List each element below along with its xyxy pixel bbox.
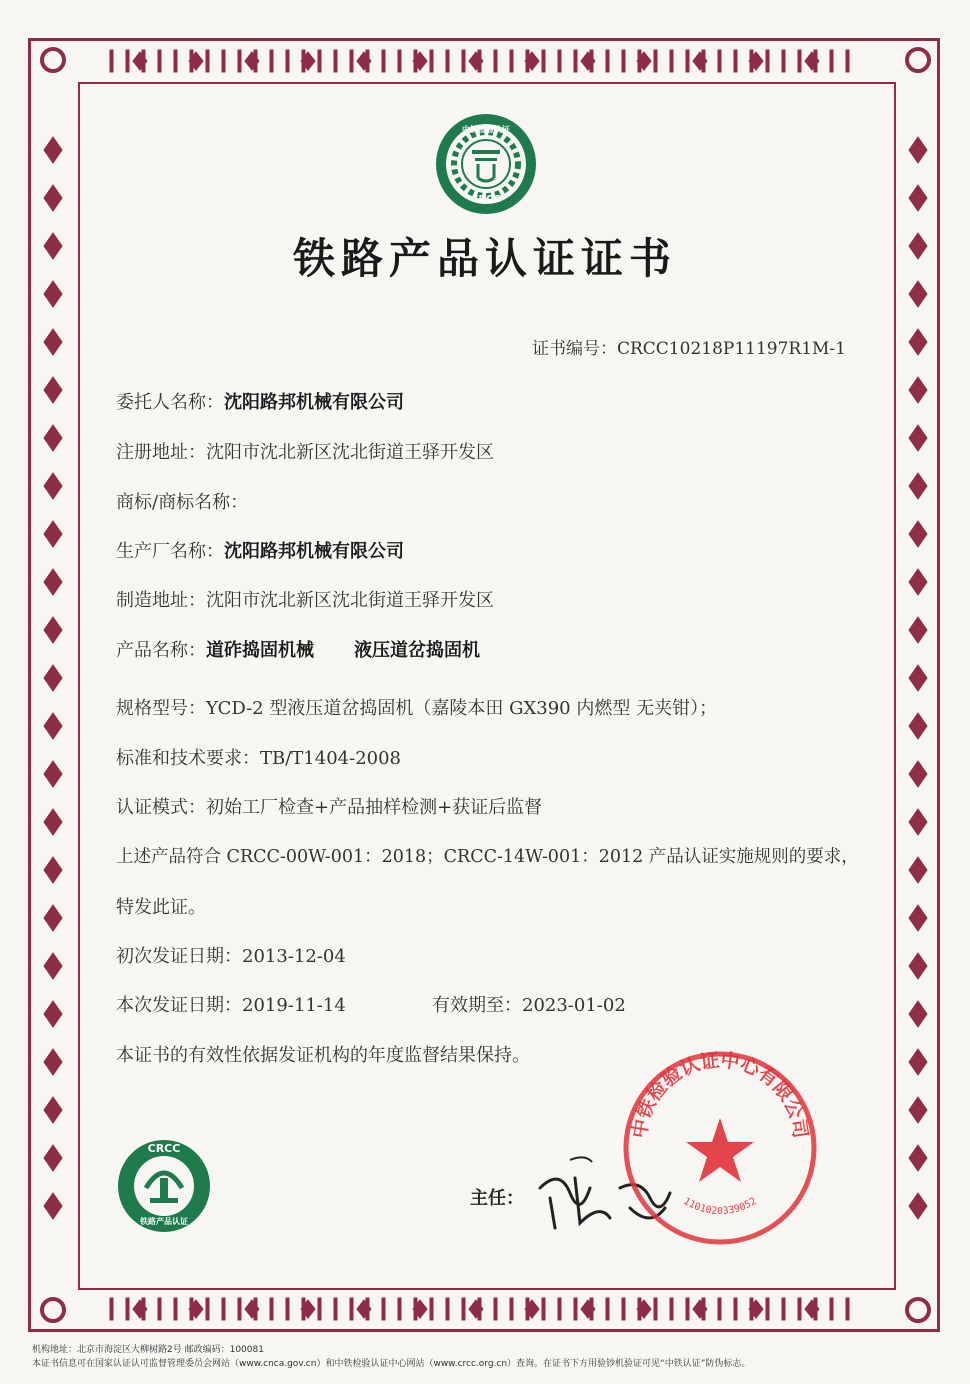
frame-bar bbox=[206, 1298, 209, 1320]
frame-diamond bbox=[909, 665, 927, 691]
frame-corner bbox=[42, 1299, 64, 1321]
frame-bar bbox=[222, 1298, 225, 1320]
frame-diamond bbox=[909, 761, 927, 787]
valid-until-value: 2023-01-02 bbox=[522, 995, 626, 1016]
frame-diamond bbox=[44, 329, 62, 355]
frame-bar bbox=[462, 50, 465, 72]
frame-bar bbox=[510, 50, 513, 72]
validity-note: 本证书的有效性依据发证机构的年度监督结果保持。 bbox=[116, 1045, 530, 1066]
frame-diamond bbox=[44, 1001, 62, 1027]
mfg-address-label: 制造地址： bbox=[116, 590, 206, 611]
svg-text:1101020339052 bbox=[681, 1196, 758, 1217]
frame-diamond bbox=[44, 857, 62, 883]
frame-diamond bbox=[909, 329, 927, 355]
frame-bar bbox=[238, 50, 241, 72]
frame-diamond bbox=[909, 1001, 927, 1027]
mfg-address-row bbox=[116, 586, 494, 612]
frame-bar bbox=[654, 1298, 657, 1320]
frame-diamond bbox=[44, 761, 62, 787]
valid-until-row bbox=[432, 991, 626, 1017]
conformity-text: 上述产品符合 CRCC-00W-001：2018；CRCC-14W-001：2012 产品认证实施规则的要求， bbox=[116, 847, 859, 867]
frame-bar bbox=[830, 50, 833, 72]
frame-diamond bbox=[44, 1145, 62, 1171]
frame-bar bbox=[126, 50, 129, 72]
client-row bbox=[116, 388, 404, 414]
current-issue-label: 本次发证日期： bbox=[116, 995, 242, 1016]
frame-bar bbox=[542, 1298, 545, 1320]
frame-bar bbox=[318, 1298, 321, 1320]
frame-bar bbox=[238, 1298, 241, 1320]
frame-bar bbox=[782, 1298, 785, 1320]
frame-diamond bbox=[44, 569, 62, 595]
frame-bar bbox=[830, 1298, 833, 1320]
product-value-2: 液压道岔捣固机 bbox=[354, 640, 480, 661]
frame-diamond bbox=[909, 617, 927, 643]
frame-bar bbox=[430, 1298, 433, 1320]
frame-bar bbox=[462, 1298, 465, 1320]
frame-diamond bbox=[44, 1049, 62, 1075]
frame-bar bbox=[686, 50, 689, 72]
frame-diamond bbox=[909, 857, 927, 883]
footer-address: 机构地址：北京市海淀区大柳树路2号 邮政编码：100081 bbox=[32, 1345, 264, 1355]
frame-bar bbox=[718, 1298, 721, 1320]
frame-bar bbox=[558, 1298, 561, 1320]
frame-diamond bbox=[909, 713, 927, 739]
frame-corner bbox=[907, 49, 929, 71]
frame-diamond bbox=[44, 905, 62, 931]
frame-bar bbox=[126, 1298, 129, 1320]
frame-diamond bbox=[909, 1193, 927, 1219]
frame-bar bbox=[286, 1298, 289, 1320]
model-row bbox=[116, 694, 717, 720]
frame-bar bbox=[670, 50, 673, 72]
frame-bar bbox=[766, 50, 769, 72]
frame-bar bbox=[510, 1298, 513, 1320]
model-label: 规格型号： bbox=[116, 698, 206, 719]
frame-bar bbox=[286, 50, 289, 72]
frame-bar bbox=[382, 50, 385, 72]
mfg-address-value: 沈阳市沈北新区沈北街道王驿开发区 bbox=[206, 590, 494, 611]
frame-diamond bbox=[909, 137, 927, 163]
frame-bar bbox=[334, 50, 337, 72]
frame-diamond bbox=[44, 1097, 62, 1123]
frame-diamond bbox=[909, 185, 927, 211]
frame-diamond bbox=[44, 713, 62, 739]
current-issue-value: 2019-11-14 bbox=[242, 995, 346, 1016]
product-label: 产品名称： bbox=[116, 640, 206, 661]
frame-bar bbox=[734, 1298, 737, 1320]
frame-diamond bbox=[44, 1193, 62, 1219]
frame-bar bbox=[798, 1298, 801, 1320]
certificate-number-value: CRCC10218P11197R1M-1 bbox=[616, 339, 846, 359]
frame-diamond bbox=[44, 137, 62, 163]
frame-bar bbox=[110, 50, 113, 72]
frame-bar bbox=[846, 1298, 849, 1320]
frame-bar bbox=[734, 50, 737, 72]
frame-bar bbox=[350, 1298, 353, 1320]
frame-bar bbox=[718, 50, 721, 72]
frame-bar bbox=[334, 1298, 337, 1320]
seal-code: 1101020339052 bbox=[681, 1195, 759, 1218]
frame-bar bbox=[174, 1298, 177, 1320]
frame-bar bbox=[174, 50, 177, 72]
frame-bar bbox=[382, 1298, 385, 1320]
red-star-seal-icon bbox=[620, 1048, 820, 1248]
frame-bar bbox=[574, 50, 577, 72]
standard-value: TB/T1404-2008 bbox=[260, 748, 402, 769]
frame-diamond bbox=[909, 473, 927, 499]
frame-bar bbox=[494, 50, 497, 72]
mode-label: 认证模式： bbox=[116, 797, 206, 818]
badge-bottom-text: 铁路产品认证 bbox=[140, 1217, 188, 1226]
first-issue-label: 初次发证日期： bbox=[116, 946, 242, 967]
standard-label: 标准和技术要求： bbox=[116, 748, 260, 769]
frame-bar bbox=[158, 1298, 161, 1320]
manufacturer-label: 生产厂名称： bbox=[116, 541, 224, 562]
frame-diamond bbox=[909, 1145, 927, 1171]
frame-diamond bbox=[44, 617, 62, 643]
frame-bar bbox=[446, 50, 449, 72]
frame-diamond bbox=[44, 377, 62, 403]
frame-bar bbox=[430, 50, 433, 72]
frame-diamond bbox=[44, 425, 62, 451]
reg-address-value: 沈阳市沈北新区沈北街道王驿开发区 bbox=[206, 442, 494, 463]
frame-bar bbox=[270, 50, 273, 72]
certificate-number bbox=[532, 334, 846, 359]
frame-diamond bbox=[44, 809, 62, 835]
frame-corner bbox=[42, 49, 64, 71]
frame-diamond bbox=[44, 665, 62, 691]
seal-ring-text: 中铁检验认证中心有限公司 bbox=[628, 1049, 812, 1140]
frame-diamond bbox=[909, 953, 927, 979]
standard-row bbox=[116, 744, 401, 770]
frame-bar bbox=[398, 50, 401, 72]
frame-bar bbox=[766, 1298, 769, 1320]
manufacturer-row bbox=[116, 537, 404, 563]
product-row bbox=[116, 636, 480, 662]
frame-bar bbox=[494, 1298, 497, 1320]
frame-bar bbox=[158, 50, 161, 72]
frame-bar bbox=[798, 50, 801, 72]
frame-bar bbox=[446, 1298, 449, 1320]
frame-bar bbox=[398, 1298, 401, 1320]
page-title: 铁路产品认证证书 bbox=[292, 234, 677, 283]
client-value: 沈阳路邦机械有限公司 bbox=[224, 392, 404, 413]
frame-diamond bbox=[44, 953, 62, 979]
logo-bottom-text: CRCC bbox=[471, 194, 501, 205]
director-label: 主任： bbox=[470, 1188, 524, 1209]
frame-bar bbox=[350, 50, 353, 72]
frame-diamond bbox=[909, 905, 927, 931]
frame-bar bbox=[206, 50, 209, 72]
first-issue-row bbox=[116, 942, 346, 968]
frame-diamond bbox=[44, 185, 62, 211]
frame-bar bbox=[558, 50, 561, 72]
footer-verification: 本证书信息可在国家认证认可监督管理委员会网站（www.cnca.gov.cn）和中铁检验认证中心网站（www.crcc.org.cn）查询。在证书下方用验钞机验证可见“中铁认证”防伪标志。 bbox=[32, 1359, 751, 1369]
frame-bar bbox=[654, 50, 657, 72]
mode-value: 初始工厂检查+产品抽样检测+获证后监督 bbox=[206, 797, 543, 818]
first-issue-value: 2013-12-04 bbox=[242, 946, 346, 967]
issued-text: 特发此证。 bbox=[116, 897, 206, 918]
trademark-label: 商标/商标名称： bbox=[116, 492, 249, 513]
manufacturer-value: 沈阳路邦机械有限公司 bbox=[224, 541, 404, 562]
frame-bar bbox=[622, 50, 625, 72]
frame-bar bbox=[606, 1298, 609, 1320]
model-value: YCD-2 型液压道岔捣固机（嘉陵本田 GX390 内燃型 无夹钳）； bbox=[206, 698, 718, 719]
frame-diamond bbox=[44, 521, 62, 547]
frame-diamond bbox=[909, 425, 927, 451]
mode-row bbox=[116, 793, 542, 819]
frame-bar bbox=[846, 50, 849, 72]
trademark-row bbox=[116, 488, 248, 514]
current-issue-row bbox=[116, 991, 346, 1017]
frame-bar bbox=[782, 50, 785, 72]
valid-until-label: 有效期至： bbox=[432, 995, 522, 1016]
frame-bar bbox=[686, 1298, 689, 1320]
frame-bar bbox=[110, 1298, 113, 1320]
reg-address-label: 注册地址： bbox=[116, 442, 206, 463]
logo-top-text: 中铁检验认证 bbox=[462, 125, 510, 134]
frame-diamond bbox=[909, 569, 927, 595]
frame-bar bbox=[622, 1298, 625, 1320]
frame-diamond bbox=[44, 473, 62, 499]
frame-corner bbox=[907, 1299, 929, 1321]
frame-bar bbox=[222, 50, 225, 72]
client-label: 委托人名称： bbox=[116, 392, 224, 413]
badge-top-text: CRCC bbox=[147, 1142, 181, 1155]
frame-diamond bbox=[909, 521, 927, 547]
frame-bar bbox=[670, 1298, 673, 1320]
frame-diamond bbox=[909, 377, 927, 403]
frame-bar bbox=[574, 1298, 577, 1320]
frame-diamond bbox=[909, 1049, 927, 1075]
frame-bar bbox=[318, 50, 321, 72]
frame-bar bbox=[606, 50, 609, 72]
frame-bar bbox=[270, 1298, 273, 1320]
frame-bar bbox=[542, 50, 545, 72]
reg-address-row bbox=[116, 438, 494, 464]
certificate-number-label: 证书编号： bbox=[531, 339, 617, 359]
product-value-1: 道砟捣固机械 bbox=[206, 640, 314, 661]
frame-diamond bbox=[909, 809, 927, 835]
frame-diamond bbox=[909, 1097, 927, 1123]
